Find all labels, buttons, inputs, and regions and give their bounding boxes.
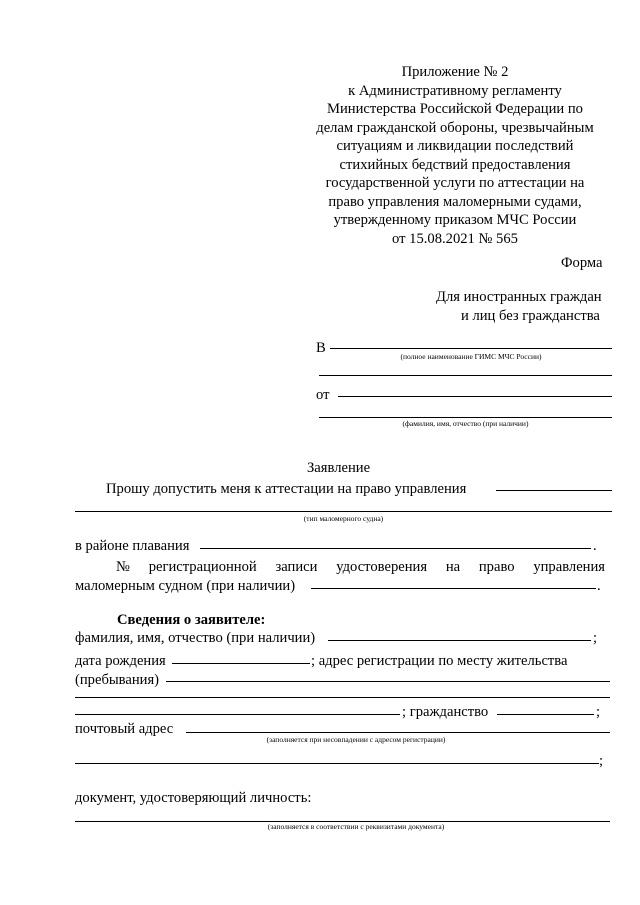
- address-field-line-2[interactable]: [75, 697, 610, 698]
- id-label: документ, удостоверяющий личность:: [75, 790, 312, 806]
- address-label: ; адрес регистрации по месту жительства: [311, 653, 568, 669]
- area-label: в районе плавания: [75, 538, 190, 554]
- audience-line-1: Для иностранных граждан: [436, 289, 602, 305]
- from-field-line-2[interactable]: [319, 417, 612, 418]
- reg-word: №: [116, 559, 130, 575]
- header-line: от 15.08.2021 № 565: [392, 230, 518, 247]
- name-label: фамилия, имя, отчество (при наличии): [75, 630, 316, 646]
- header-line: к Административному регламенту: [348, 82, 562, 99]
- area-end: .: [593, 538, 597, 554]
- form-label: Форма: [561, 255, 603, 271]
- reg-word: записи: [275, 559, 318, 575]
- header-line: право управления маломерными судами,: [328, 193, 582, 210]
- reg-number-line[interactable]: [311, 588, 596, 589]
- to-field-line-2[interactable]: [319, 375, 612, 376]
- postal-field-line[interactable]: [186, 732, 610, 733]
- reg-word: удостоверения: [336, 559, 428, 575]
- header-line: государственной услуги по аттестации на: [325, 175, 585, 191]
- audience-line-2: и лиц без гражданства: [461, 308, 600, 324]
- id-hint: (заполняется в соответствии с реквизитами документа): [267, 822, 445, 831]
- birth-field-line[interactable]: [172, 663, 310, 664]
- address-field-line-3[interactable]: [75, 714, 400, 715]
- from-prefix: от: [316, 387, 330, 403]
- vessel-type-line[interactable]: [496, 490, 612, 491]
- postal-semicolon: ;: [599, 753, 604, 769]
- applicant-heading: Сведения о заявителе:: [117, 612, 266, 628]
- header-line: стихийных бедствий предоставления: [339, 156, 571, 173]
- vessel-type-line-2[interactable]: [75, 511, 612, 512]
- header-line: ситуациям и ликвидации последствий: [336, 138, 574, 154]
- vessel-hint: (тип маломерного судна): [303, 514, 384, 523]
- from-field-line[interactable]: [338, 396, 612, 397]
- to-prefix: В: [316, 340, 326, 356]
- appendix-header: [300, 63, 610, 248]
- citizenship-field-line[interactable]: [497, 714, 594, 715]
- reg-end: .: [597, 578, 601, 594]
- header-line: Министерства Российской Федерации по: [327, 101, 583, 117]
- reg-word: управления: [533, 559, 605, 575]
- reg-word: регистрационной: [148, 559, 257, 575]
- postal-label: почтовый адрес: [75, 721, 174, 737]
- postal-field-line-2[interactable]: [75, 763, 599, 764]
- stay-label: (пребывания): [75, 672, 160, 688]
- header-line: Приложение № 2: [401, 64, 509, 80]
- area-field-line[interactable]: [200, 548, 591, 549]
- reg-line-2: маломерным судном (при наличии): [75, 578, 296, 594]
- address-field-line[interactable]: [166, 681, 610, 682]
- citizenship-semicolon: ;: [596, 704, 601, 720]
- statement-title: Заявление: [307, 460, 371, 476]
- from-hint: (фамилия, имя, отчество (при наличии): [402, 419, 529, 428]
- birth-label: дата рождения: [75, 653, 166, 669]
- reg-word: право: [478, 559, 515, 575]
- header-line: делам гражданской обороны, чрезвычайным: [316, 119, 594, 136]
- to-field-line[interactable]: [330, 348, 612, 349]
- reg-word: на: [445, 559, 461, 575]
- citizenship-label: ; гражданство: [402, 704, 489, 720]
- statement-request: Прошу допустить меня к аттестации на право управления: [106, 481, 467, 497]
- to-hint: (полное наименование ГИМС МЧС России): [400, 352, 542, 361]
- name-field-line[interactable]: [328, 640, 591, 641]
- header-line: утвержденному приказом МЧС России: [333, 212, 577, 228]
- name-semicolon: ;: [593, 630, 598, 646]
- reg-line-1: [116, 560, 605, 575]
- postal-hint: (заполняется при несовпадении с адресом регистрации): [266, 735, 446, 744]
